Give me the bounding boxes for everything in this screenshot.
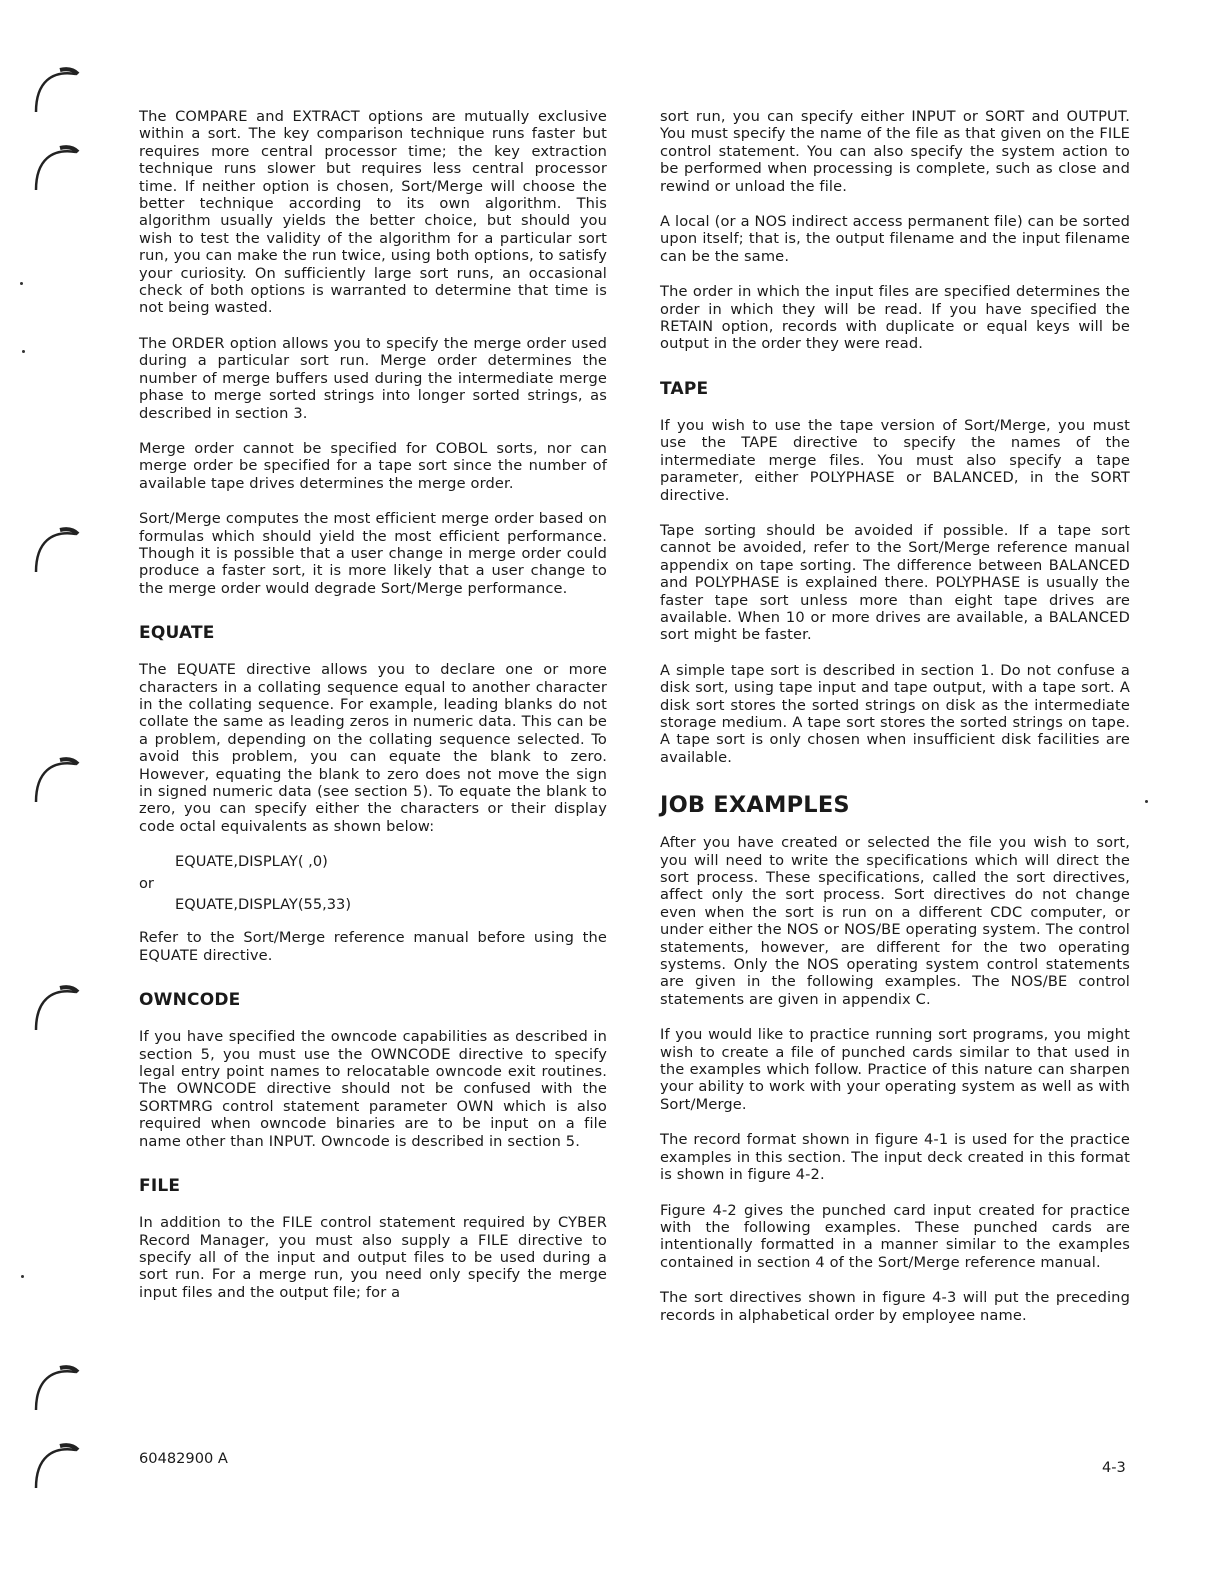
paragraph: After you have created or selected the file you wish to sort, you will need to write the specifications which will direct the sort process. These specifications, called the sort directives, affect only the sort process. Sort directives do not change even when the sort is run on a different CDC computer, or under either the NOS or NOS/BE operating system. The control statements, however, are different for the two operating systems. Only the NOS operating system control statements are given in the following examples. The NOS/BE control statements are given in appendix C. [660,834,1130,1008]
paragraph: Refer to the Sort/Merge reference manual before using the EQUATE directive. [139,929,607,964]
right-column [660,108,1130,1342]
or-label: or [139,874,154,892]
paragraph: The sort directives shown in figure 4-3 will put the preceding records in alphabetical order by employee name. [660,1289,1130,1324]
binder-hole-icon [30,752,82,808]
section-heading-job-examples: JOB EXAMPLES [660,792,850,819]
scan-speck [1145,800,1148,803]
document-number: 60482900 A [139,1450,228,1467]
paragraph: The COMPARE and EXTRACT options are mutually exclusive within a sort. The key comparison technique runs faster but requires more central processor time; the key extraction technique runs slower but requires less central processor time. If neither option is chosen, Sort/Merge will choose the better technique according to its own algorithm. This algorithm usually yields the better choice, but should you wish to test the validity of the algorithm for a particular sort run, you can make the run twice, using both options, to satisfy your curiosity. On sufficiently large sort runs, an occasional check of both options is warranted to determine that time is not being wasted. [139,108,607,317]
paragraph: Tape sorting should be avoided if possible. If a tape sort cannot be avoided, refer to the Sort/Merge reference manual appendix on tape sorting. The difference between BALANCED and POLYPHASE is explained there. POLYPHASE is usually the faster tape sort unless more than eight tape drives are available. When 10 or more drives are available, a BALANCED sort might be faster. [660,521,1130,644]
binder-hole-icon [30,1438,82,1494]
section-heading-tape: TAPE [660,378,709,399]
binder-hole-icon [30,980,82,1036]
code-example [139,853,607,913]
paragraph: The record format shown in figure 4-1 is used for the practice examples in this section. The input deck created in this format is shown in figure 4-2. [660,1131,1130,1184]
paragraph: Merge order cannot be specified for COBOL sorts, nor can merge order be specified for a tape sort since the number of available tape drives determines the merge order. [139,439,607,492]
paragraph: A simple tape sort is described in section 1. Do not confuse a disk sort, using tape input and tape output, with a tape sort. A disk sort stores the sorted strings on disk as the intermediate storage medium. A tape sort stores the sorted strings on tape. A tape sort is only chosen when insufficient disk facilities are available. [660,661,1130,766]
scan-speck [22,350,25,353]
scan-speck [21,1275,24,1278]
paragraph: The ORDER option allows you to specify the merge order used during a particular sort run. Merge order determines the number of merge buffers used during the intermediate merge phase to merge sorted strings into longer sorted strings, as described in section 3. [139,334,607,422]
binder-hole-icon [30,62,82,118]
paragraph: In addition to the FILE control statement required by CYBER Record Manager, you must also supply a FILE directive to specify all of the input and output files to be used during a sort run. For a merge run, you need only specify the merge input files and the output file; for a [139,1214,607,1301]
paragraph: The order in which the input files are specified determines the order in which they will be read. If you have specified the RETAIN option, records with duplicate or equal keys will be output in the order they were read. [660,283,1130,353]
section-heading-owncode: OWNCODE [139,990,241,1011]
binder-hole-icon [30,1360,82,1416]
scan-speck [20,282,23,285]
section-heading-file: FILE [139,1176,181,1197]
paragraph: sort run, you can specify either INPUT or SORT and OUTPUT. You must specify the name of the file as that given on the FILE control statement. You can also specify the system action to be performed when processing is complete, such as close and rewind or unload the file. [660,108,1130,195]
paragraph: Sort/Merge computes the most efficient merge order based on formulas which should yield the most efficient performance. Though it is possible that a user change in merge order could produce a faster sort, it is more likely that a user change to the merge order would degrade Sort/Merge performance. [139,510,607,597]
code-line: EQUATE,DISPLAY(55,33) [175,896,352,914]
code-line: EQUATE,DISPLAY( ,0) [175,853,328,871]
paragraph: A local (or a NOS indirect access permanent file) can be sorted upon itself; that is, the output filename and the input filename can be the same. [660,213,1130,265]
binder-hole-icon [30,140,82,196]
section-heading-equate: EQUATE [139,623,215,644]
paragraph: The EQUATE directive allows you to declare one or more characters in a collating sequence equal to another character in the collating sequence. For example, leading blanks do not collate the same as leading zeros in numeric data. This can be a problem, depending on the collating sequence selected. To avoid this problem, you can equate the blank to zero. However, equating the blank to zero does not move the sign in signed numeric data (see section 5). To equate the blank to zero, you can specify either the characters or their display code octal equivalents as shown below: [139,661,607,835]
paragraph: If you wish to use the tape version of Sort/Merge, you must use the TAPE directive to specify the names of the intermediate merge files. You must also specify a tape parameter, either POLYPHASE or BALANCED, in the SORT directive. [660,416,1130,504]
paragraph: If you would like to practice running sort programs, you might wish to create a file of punched cards similar to that used in the examples which follow. Practice of this nature can sharpen your ability to work with your operating system as well as with Sort/Merge. [660,1026,1130,1113]
binder-hole-icon [30,522,82,578]
paragraph: If you have specified the owncode capabilities as described in section 5, you must use the OWNCODE directive to specify legal entry point names to relocatable owncode exit routines. The OWNCODE directive should not be confused with the SORTMRG control statement parameter OWN which is also required when owncode binaries are to be input on a file name other than INPUT. Owncode is described in section 5. [139,1028,607,1150]
paragraph: Figure 4-2 gives the punched card input created for practice with the following examples. These punched cards are intentionally formatted in a manner similar to the examples contained in section 4 of the Sort/Merge reference manual. [660,1201,1130,1271]
left-column [139,108,607,1319]
page-number: 4-3 [1102,1459,1126,1476]
